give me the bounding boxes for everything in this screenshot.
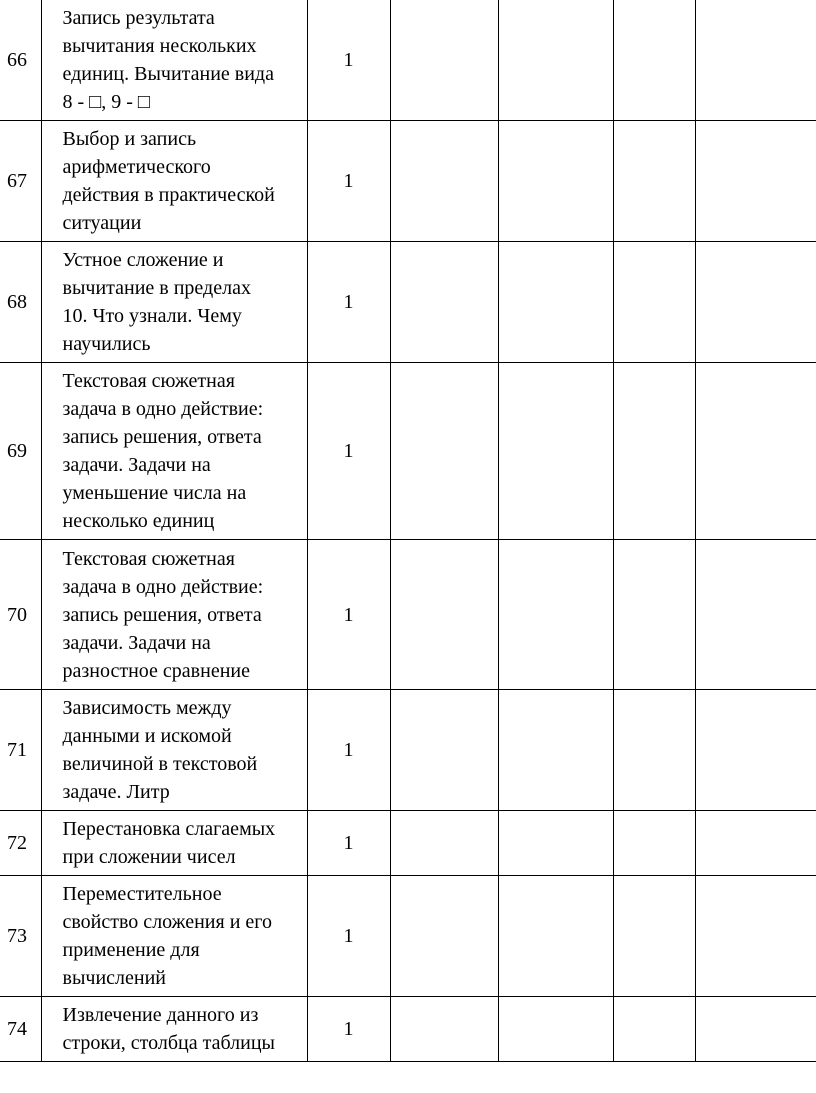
lesson-topic-line: свойство сложения и его [62, 911, 272, 933]
empty-cell [498, 540, 613, 690]
lesson-number: 73 [0, 876, 41, 997]
lesson-topic-text [63, 367, 299, 535]
empty-cell [695, 690, 816, 811]
empty-cell [498, 121, 613, 242]
lesson-topic-line: задача в одно действие: [62, 575, 264, 598]
table-row [0, 242, 816, 363]
lesson-topic-line: строки, столбца таблицы [62, 1032, 275, 1054]
lesson-topic [41, 690, 307, 811]
lesson-topic-line: 8 - □, 9 - □ [62, 90, 150, 113]
empty-cell [498, 690, 613, 811]
lesson-topic-line: вычитания нескольких [62, 34, 257, 57]
lesson-topic-line: Запись результата [62, 6, 215, 29]
lesson-number: 66 [0, 0, 41, 121]
table-row [0, 876, 816, 997]
lesson-topic-text [63, 545, 299, 685]
lesson-topic-line: запись решения, ответа [62, 603, 262, 626]
empty-cell [695, 121, 816, 242]
empty-cell [498, 242, 613, 363]
empty-cell [498, 0, 613, 121]
lesson-topic-line: разностное сравнение [62, 659, 250, 682]
lesson-number: 69 [0, 363, 41, 540]
lesson-topic-line: вычитание в пределах [62, 277, 251, 299]
lesson-topic [41, 0, 307, 121]
lesson-topic [41, 242, 307, 363]
lesson-topic-text [63, 246, 299, 358]
lesson-topic [41, 540, 307, 690]
empty-cell [695, 363, 816, 540]
lesson-topic-line: задача в одно действие: [62, 398, 264, 420]
lesson-topic-line: Переместительное [62, 883, 222, 905]
empty-cell [390, 363, 498, 540]
lesson-topic-line: Устное сложение и [62, 249, 224, 271]
empty-cell [390, 540, 498, 690]
lesson-number: 72 [0, 811, 41, 876]
lesson-topic-line: задачи. Задачи на [62, 454, 211, 476]
lesson-hours: 1 [307, 876, 390, 997]
lesson-topic-text [63, 1001, 299, 1057]
lesson-topic-line: данными и искомой [62, 725, 232, 747]
table-row [0, 121, 816, 242]
lesson-number: 74 [0, 997, 41, 1062]
lesson-hours: 1 [307, 540, 390, 690]
lesson-topic [41, 811, 307, 876]
lesson-topic-text [63, 880, 299, 992]
empty-cell [613, 811, 695, 876]
table-row [0, 363, 816, 540]
empty-cell [498, 811, 613, 876]
empty-cell [695, 811, 816, 876]
lesson-topic-line: действия в практической [62, 184, 275, 206]
empty-cell [695, 242, 816, 363]
table-row [0, 811, 816, 876]
empty-cell [613, 540, 695, 690]
lesson-number: 71 [0, 690, 41, 811]
lesson-number: 68 [0, 242, 41, 363]
empty-cell [390, 997, 498, 1062]
empty-cell [498, 876, 613, 997]
table-row [0, 540, 816, 690]
lesson-number: 67 [0, 121, 41, 242]
empty-cell [613, 242, 695, 363]
lesson-topic-line: Зависимость между [62, 697, 232, 719]
empty-cell [695, 540, 816, 690]
lesson-topic-line: при сложении чисел [62, 846, 236, 868]
lesson-topic-line: Перестановка слагаемых [62, 818, 276, 840]
empty-cell [613, 121, 695, 242]
lesson-topic-line: Извлечение данного из [62, 1004, 259, 1026]
empty-cell [390, 811, 498, 876]
lesson-hours: 1 [307, 997, 390, 1062]
lesson-hours: 1 [307, 363, 390, 540]
lesson-topic-text [63, 694, 299, 806]
lesson-topic-line: задаче. Литр [62, 781, 170, 803]
lesson-topic [41, 363, 307, 540]
lesson-topic-line: арифметического [62, 156, 211, 178]
lesson-topic-line: несколько единиц [62, 510, 215, 532]
empty-cell [613, 876, 695, 997]
lesson-topic-line: вычислений [62, 967, 166, 989]
lesson-topic [41, 997, 307, 1062]
empty-cell [695, 0, 816, 121]
lesson-topic-line: задачи. Задачи на [62, 631, 211, 654]
empty-cell [613, 0, 695, 121]
empty-cell [390, 876, 498, 997]
lesson-topic-text [63, 4, 299, 116]
table-row [0, 0, 816, 121]
empty-cell [695, 997, 816, 1062]
empty-cell [613, 363, 695, 540]
lesson-topic [41, 876, 307, 997]
lesson-hours: 1 [307, 690, 390, 811]
lesson-topic-line: применение для [62, 939, 200, 961]
lesson-topic-line: уменьшение числа на [62, 482, 247, 504]
lesson-hours: 1 [307, 121, 390, 242]
empty-cell [613, 690, 695, 811]
empty-cell [498, 997, 613, 1062]
lesson-topic-line: 10. Что узнали. Чему [62, 305, 242, 327]
lesson-topic-line: Выбор и запись [62, 128, 197, 150]
lesson-topic-line: величиной в текстовой [62, 753, 258, 775]
table-row [0, 997, 816, 1062]
empty-cell [390, 121, 498, 242]
lesson-topic-line: Текстовая сюжетная [62, 370, 235, 392]
empty-cell [390, 690, 498, 811]
empty-cell [390, 0, 498, 121]
lesson-hours: 1 [307, 811, 390, 876]
lesson-topic-line: единиц. Вычитание вида [62, 62, 274, 85]
lesson-topic-line: Текстовая сюжетная [62, 547, 235, 570]
lesson-topic-line: научились [62, 333, 151, 355]
empty-cell [695, 876, 816, 997]
empty-cell [390, 242, 498, 363]
empty-cell [613, 997, 695, 1062]
lesson-number: 70 [0, 540, 41, 690]
lesson-hours: 1 [307, 242, 390, 363]
lesson-topic-line: ситуации [62, 212, 142, 234]
lesson-topic [41, 121, 307, 242]
lesson-topic-line: запись решения, ответа [62, 426, 262, 448]
lesson-hours: 1 [307, 0, 390, 121]
table-row [0, 690, 816, 811]
lesson-topic-text [63, 815, 299, 871]
lesson-topic-text [63, 125, 299, 237]
empty-cell [498, 363, 613, 540]
